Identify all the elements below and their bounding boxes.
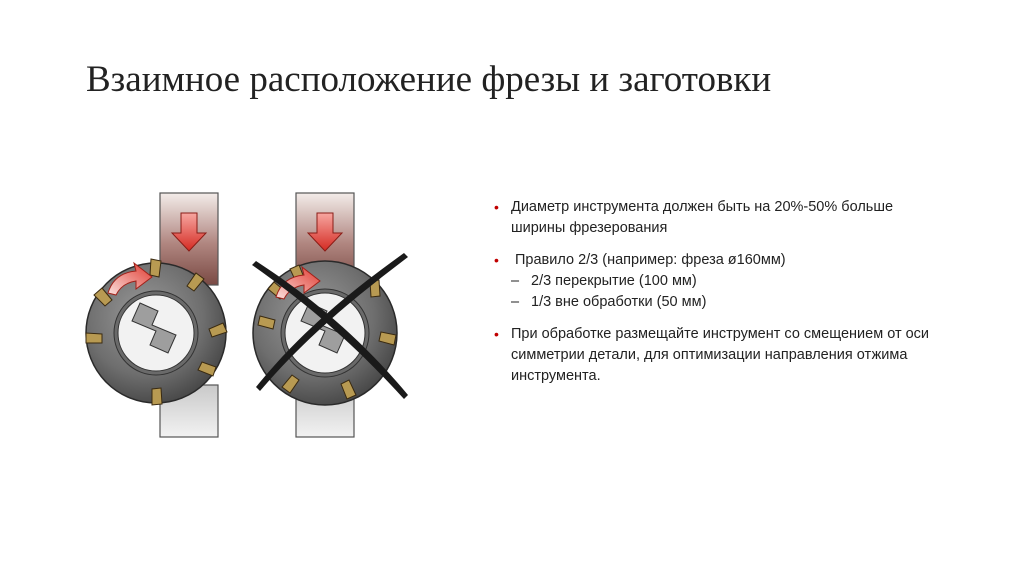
bullet-item-diameter [494,197,934,239]
bullet-marker: • [494,326,499,342]
sub-item-overlap [511,271,934,292]
sub-marker: – [511,273,520,289]
left-cutter-diagram [86,193,227,437]
bullet-text: При обработке размещайте инструмент со смещением от оси симметрии детали, для оптимизации направления отжима инструмента. [511,326,930,384]
bullet-text: Диаметр инструмента должен быть на 20%-50% больше ширины фрезерования [511,199,894,236]
cutter-workpiece-figure [78,185,418,445]
bullet-marker: • [494,199,499,215]
bullet-item-rule-two-thirds [494,250,934,313]
bullet-list [494,197,934,398]
sub-item-text: 2/3 перекрытие (100 мм) [531,273,697,289]
sub-marker: – [511,294,520,310]
bullet-item-offset [494,324,934,387]
right-cutter-diagram [252,193,408,437]
cutter-diagrams [78,185,418,445]
slide-title: Взаимное расположение фрезы и заготовки [86,59,772,100]
sub-item-outside [511,292,934,313]
bullet-text: Правило 2/3 (например: фреза ø160мм) [515,252,786,268]
sub-item-text: 1/3 вне обработки (50 мм) [531,294,707,310]
bullet-marker: • [494,252,499,268]
